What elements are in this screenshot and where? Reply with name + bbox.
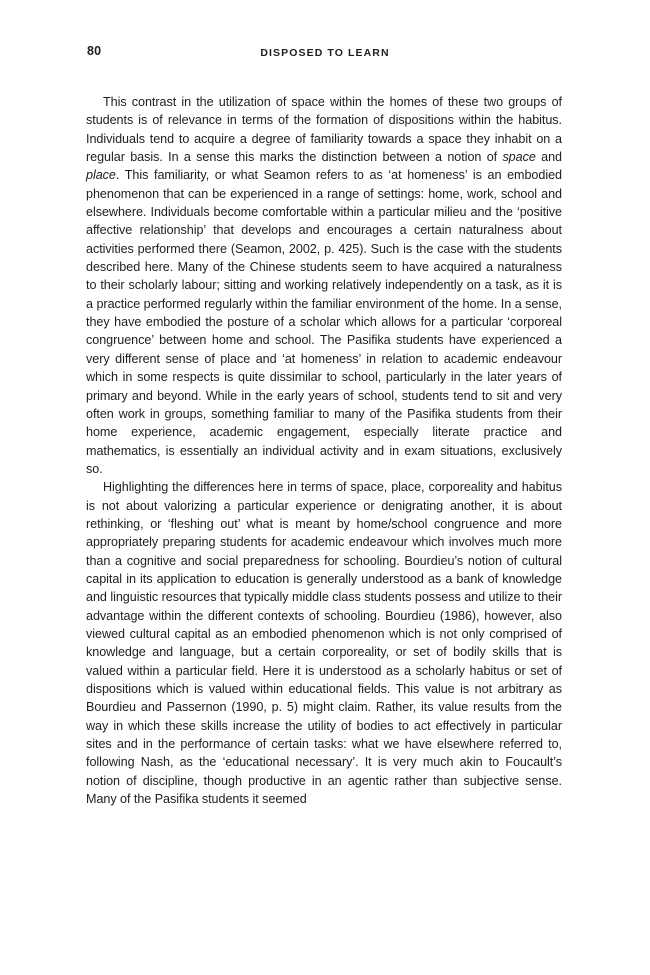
paragraph-1	[86, 93, 562, 478]
emphasis-place: place	[86, 168, 116, 183]
paragraph-1-text-c: . This familiarity, or what Seamon refers to as ‘at homeness’ is an embodied phenomenon that can be experienced in a range of settings: home, work, school and elsewhere. Individuals become comfortable within a particular milieu and the ‘positive affective relationship’ that develops and encourages a certain naturalness about activities performed there (Seamon, 2002, p. 425). Such is the case with the students described here. Many of the Chinese students seem to have acquired a naturalness to their scholarly labour; sitting and working relatively independently on a task, as it is a practice performed regularly within the familiar environment of the home. In a sense, they have embodied the posture of a scholar which allows for a particular ‘corporeal congruence’ between home and school. The Pasifika students have experienced a very different sense of place and ‘at homeness’ in relation to academic endeavour which in some respects is quite dissimilar to school, particularly in the later years of primary and beyond. While in the early years of school, students tend to sit and very often work in groups, something familiar to many of the Pasifika students from their home experience, academic engagement, especially literate practice and mathematics, is essentially an individual activity and in exam situations, exclusively so.	[86, 168, 562, 476]
emphasis-space: space	[502, 150, 536, 165]
paragraph-1-text-a: This contrast in the utilization of space within the homes of these two groups of students is of relevance in terms of the formation of dispositions within the habitus. Individuals tend to acquire a degree of familiarity towards a space they inhabit on a regular basis. In a sense this marks the distinction between a notion of	[86, 95, 562, 165]
page-number: 80	[87, 44, 102, 58]
paragraph-2: Highlighting the differences here in terms of space, place, corporeality and habitus is not about valorizing a particular experience or denigrating another, it is about rethinking, or ‘fleshing out’ what is meant by home/school congruence and more appropriately preparing students for academic endeavour which involves much more than a cognitive and social preparedness for schooling. Bourdieu’s notion of cultural capital in its application to education is generally understood as a bank of knowledge and linguistic resources that typically middle class students possess and utilize to their advantage within the different contexts of schooling. Bourdieu (1986), however, also viewed cultural capital as an embodied phenomenon which is not only comprised of knowledge and language, but a certain corporeality, or set of bodily skills that is valued within a particular field. Here it is understood as a scholarly habitus or set of dispositions which is valued within educational fields. This value is not arbitrary as Bourdieu and Passernon (1990, p. 5) might claim. Rather, its value results from the way in which these skills increase the utility of bodies to act effectively in particular sites and in the performance of certain tasks: what we have elsewhere referred to, following Nash, as the ‘educational necessary’. It is very much akin to Foucault’s notion of discipline, though productive in an agentic rather than subjective sense. Many of the Pasifika students it seemed	[86, 480, 562, 807]
running-head: DISPOSED TO LEARN	[260, 47, 390, 59]
body-text	[86, 93, 562, 808]
paragraph-1-text-b: and	[535, 150, 562, 165]
